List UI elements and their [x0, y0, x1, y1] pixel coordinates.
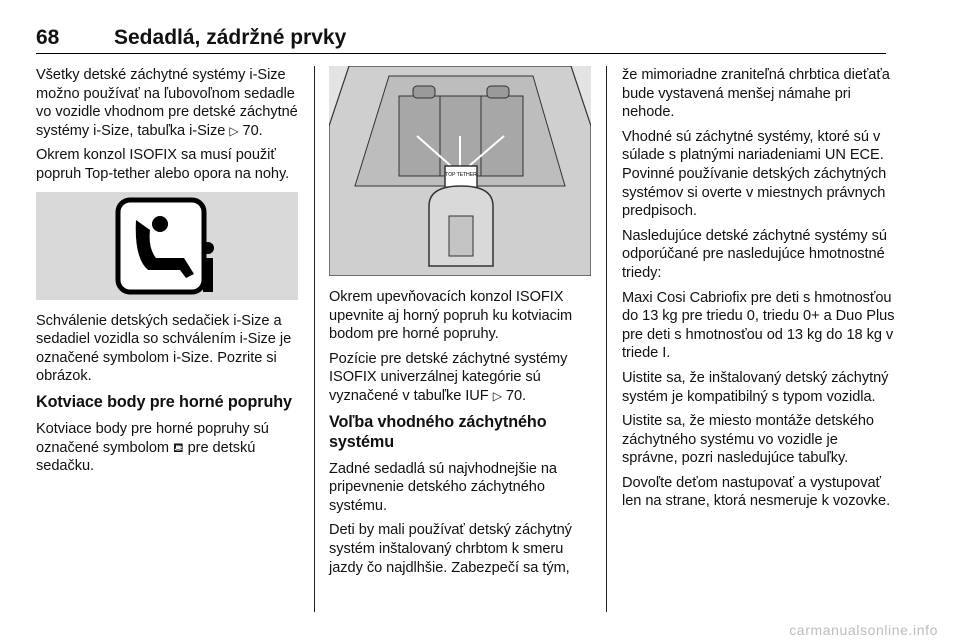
page-number: 68: [36, 26, 60, 49]
column-1: [36, 66, 298, 482]
paragraph: Vhodné sú záchytné systémy, ktoré sú v súlade s platnými nariadeniami UN ECE. Povinné používanie detských záchytných systémov si overte v miestnych právnych predpisoch.: [622, 128, 887, 220]
section-heading: Kotviace body pre horné popruhy: [36, 392, 292, 411]
cross-reference-arrow-icon: ▷: [492, 388, 502, 403]
trunk-anchor-photo: [329, 66, 591, 276]
cross-reference-arrow-icon: ▷: [229, 123, 239, 138]
column-2: [329, 66, 597, 583]
paragraph: Zadné sedadlá sú najvhodnejšie na pripevnenie detského záchytného systému.: [329, 460, 557, 514]
paragraph: Maxi Cosi Cabriofix pre deti s hmotnosťou do 13 kg pre triedu 0, triedu 0+ a Duo Plus pre deti s hmotnosťou od 13 kg do 18 kg v triede I.: [622, 289, 895, 362]
paragraph: Dovoľte deťom nastupovať a vystupovať len na strane, ktorá nesmeruje k vozovke.: [622, 474, 891, 510]
watermark: carmanualsonline.info: [789, 622, 938, 638]
paragraph: Nasledujúce detské záchytné systémy sú odporúčané pre nasledujúce hmotnostné triedy:: [622, 227, 887, 281]
paragraph: Deti by mali používať detský záchytný systém inštalovaný chrbtom k smeru jazdy čo najdlhšie. Zabezpečí sa tým,: [329, 522, 572, 576]
top-tether-label: TOP TETHER: [445, 172, 477, 178]
child-seat-icon: ⛾: [173, 439, 184, 455]
i-size-symbol-figure: [36, 192, 298, 300]
column-3: [622, 66, 897, 517]
paragraph: Kotviace body pre horné popruhy sú označené symbolom ⛾ pre detskú sedačku.: [36, 420, 269, 475]
section-heading: Voľba vhodného záchytného systému: [329, 412, 547, 451]
paragraph: Všetky detské záchytné systémy i-Size možno používať na ľubovoľnom sedadle vo vozidle vhodnom pre detské záchytné systémy i-Size, tabuľka i-Size ▷ 70.: [36, 67, 298, 139]
column-divider-2: [606, 66, 607, 612]
i-size-seat-icon: [114, 196, 220, 296]
paragraph: Uistite sa, že miesto montáže detského záchytného systému vo vozidle je správne, pozri nasledujúce tabuľky.: [622, 413, 874, 467]
paragraph: Uistite sa, že inštalovaný detský záchytný systém je kompatibilný s typom vozidla.: [622, 369, 889, 405]
paragraph: Schválenie detských sedačiek i-Size a sedadiel vozidla so schválením i-Size je označené symbolom i-Size. Pozrite si obrázok.: [36, 312, 292, 385]
paragraph: Okrem upevňovacích konzol ISOFIX upevnite aj horný popruh ku kotviacim bodom pre horné popruhy.: [329, 289, 573, 343]
column-divider-1: [314, 66, 315, 612]
page-title: Sedadlá, zádržné prvky: [114, 26, 347, 49]
page-header: [36, 24, 886, 54]
paragraph: že mimoriadne zraniteľná chrbtica dieťaťa bude vystavená menšej námahe pri nehode.: [622, 67, 890, 121]
paragraph: Pozície pre detské záchytné systémy ISOFIX univerzálnej kategórie sú vyznačené v tabuľke IUF ▷ 70.: [329, 350, 568, 404]
paragraph: Okrem konzol ISOFIX sa musí použiť popruh Top-tether alebo opora na nohy.: [36, 147, 290, 182]
